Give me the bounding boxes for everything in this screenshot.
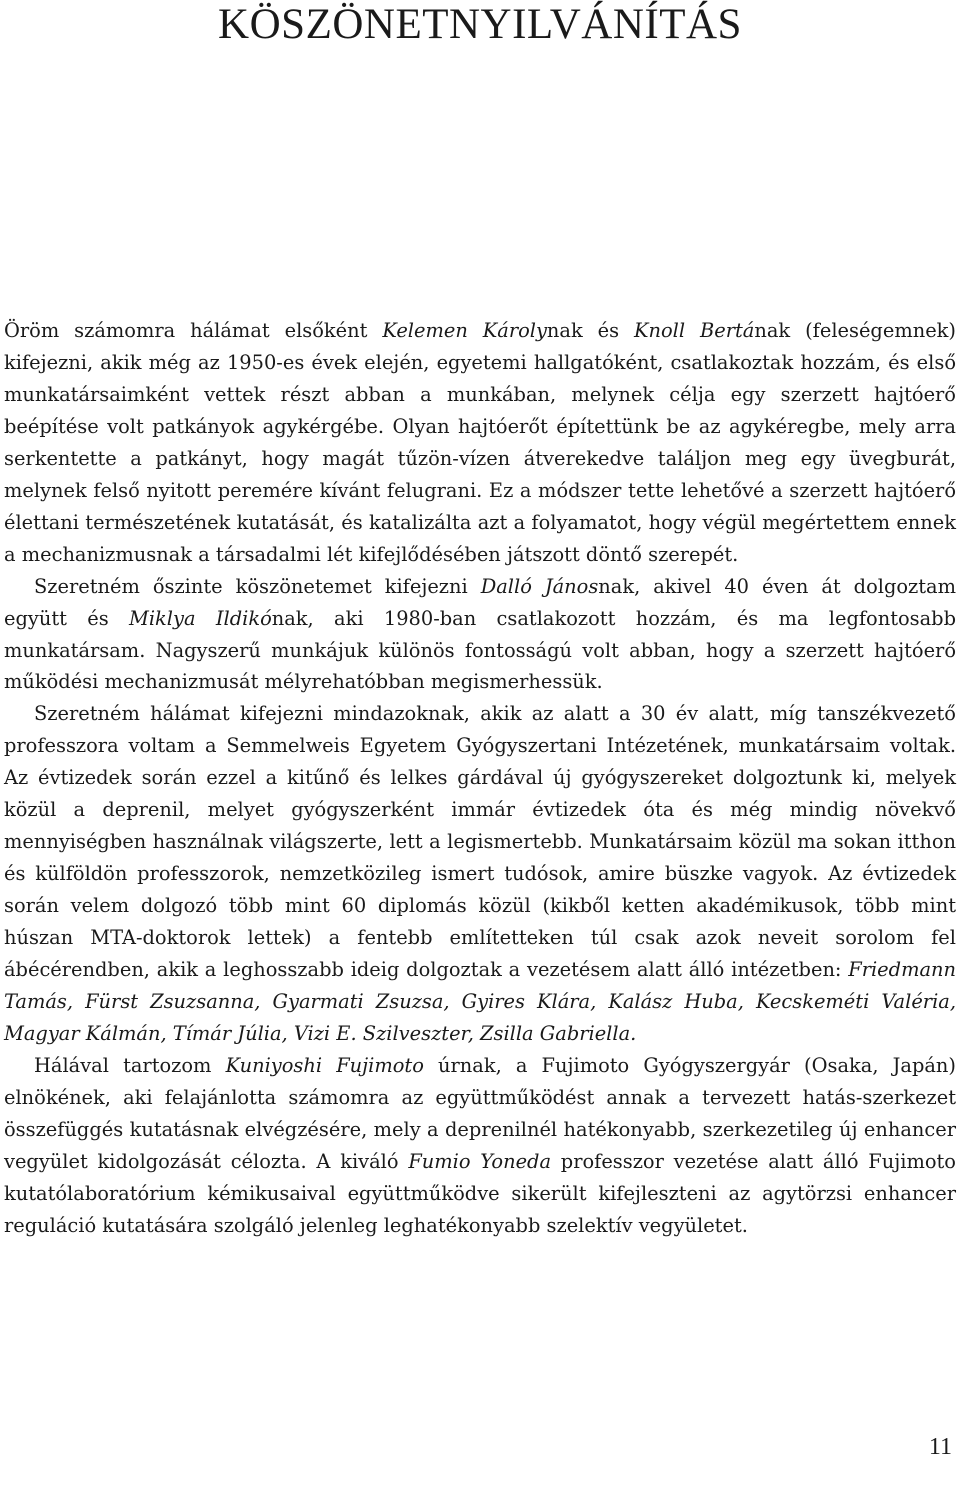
page-title: KÖSZÖNETNYILVÁNÍTÁS: [218, 1, 742, 48]
italic-name: Dalló János: [480, 574, 599, 598]
text-run: nak, aki 1980-ban csatlakozott hozzám, és ma legfontosabb munkatársam. Nagyszerű munkájuk különös fontosságú volt abban, hogy a szerzett hajtóerő működési mechanizmusát mélyrehatóbban megismerhessük.: [4, 606, 956, 694]
italic-name: Fumio Yoneda: [408, 1149, 552, 1173]
italic-name: Friedmann Tamás, Fürst Zsuzsanna, Gyarmati Zsuzsa, Gyires Klára, Kalász Huba, Kecskeméti Valéria, Magyar Kálmán, Tímár Júlia, Vizi E. Szilveszter, Zsilla Gabriella.: [4, 958, 956, 1045]
paragraph: [4, 1050, 956, 1242]
text-run: professzor vezetése alatt álló Fujimoto kutatólaboratórium kémikusaival együttműködve sikerült kifejleszteni az agytörzsi enhancer reguláció kutatására szolgáló jelenleg leghatékonyabb szelektív vegyületet.: [4, 1149, 956, 1237]
text-run: Szeretném őszinte köszönetemet kifejezni: [34, 574, 481, 598]
text-run: nak, akivel 40 éven át dolgoztam együtt és: [4, 574, 956, 630]
text-run: Hálával tartozom: [34, 1053, 226, 1077]
text-run: nak (feleségemnek) kifejezni, akik még az 1950-es évek elején, egyetemi hallgatóként, csatlakoztak hozzám, és első munkatársaimként vettek részt abban a munkában, melynek célja egy szerzett hajtóerő beépítése volt patkányok agykérgébe. Olyan hajtóerőt építettünk be az agykéregbe, mely arra serkentette a patkányt, hogy magát tűzön-vízen átverekedve találjon meg egy üvegburát, melynek felső nyitott peremére kívánt felugrani. Ez a módszer tette lehetővé a szerzett hajtóerő élettani természetének kutatását, és katalizálta azt a folyamatot, hogy végül megértettem ennek a mechanizmusnak a társadalmi lét kifejlődésében játszott döntő szerepét.: [4, 319, 956, 566]
text-run: nak és: [546, 319, 635, 342]
paragraph: [4, 698, 956, 1049]
text-run: úrnak, a Fujimoto Gyógyszergyár (Osaka, Japán) elnökének, aki felajánlotta számomra az együttműködést annak a tervezett hatás-szerkezet összefüggés kutatásnak elvégzésére, mely a deprenilnél hatékonyabb, szerkezetileg új enhancer vegyület kidolgozását célozta. A kiváló: [4, 1053, 956, 1173]
italic-name: Kuniyoshi Fujimoto: [225, 1053, 424, 1077]
body-text: [4, 315, 956, 1242]
page-number: 11: [928, 1434, 952, 1460]
text-run: Szeretném hálámat kifejezni mindazoknak, akik az alatt a 30 év alatt, míg tanszékvezető professzora voltam a Semmelweis Egyetem Gyógyszertani Intézetének, munkatársaim voltak. Az évtizedek során ezzel a kitűnő és lelkes gárdával új gyógyszereket dolgoztunk ki, melyek közül a deprenil, melyet gyógyszerként immár évtizedek óta és még mindig növekvő mennyiségben használnak világszerte, lett a legismertebb. Munkatársaim közül ma sokan itthon és külföldön professzorok, nemzetközileg ismert tudósok, amire büszke vagyok. Az évtizedek során velem dolgozó több mint 60 diplomás közül (kikből ketten akadémikusok, több mint húszan MTA-doktorok lettek) a fentebb említetteken túl csak azok neveit sorolom fel ábécérendben, akik a leghosszabb ideig dolgoztak a vezetésem alatt álló intézetben:: [4, 702, 956, 982]
italic-name: Miklya Ildikó: [129, 606, 272, 630]
paragraph: [4, 315, 956, 571]
paragraph: [4, 571, 956, 699]
italic-name: Knoll Bertá: [634, 319, 755, 342]
italic-name: Kelemen Károly: [382, 319, 547, 342]
text-run: Öröm számomra hálámat elsőként: [4, 319, 383, 342]
